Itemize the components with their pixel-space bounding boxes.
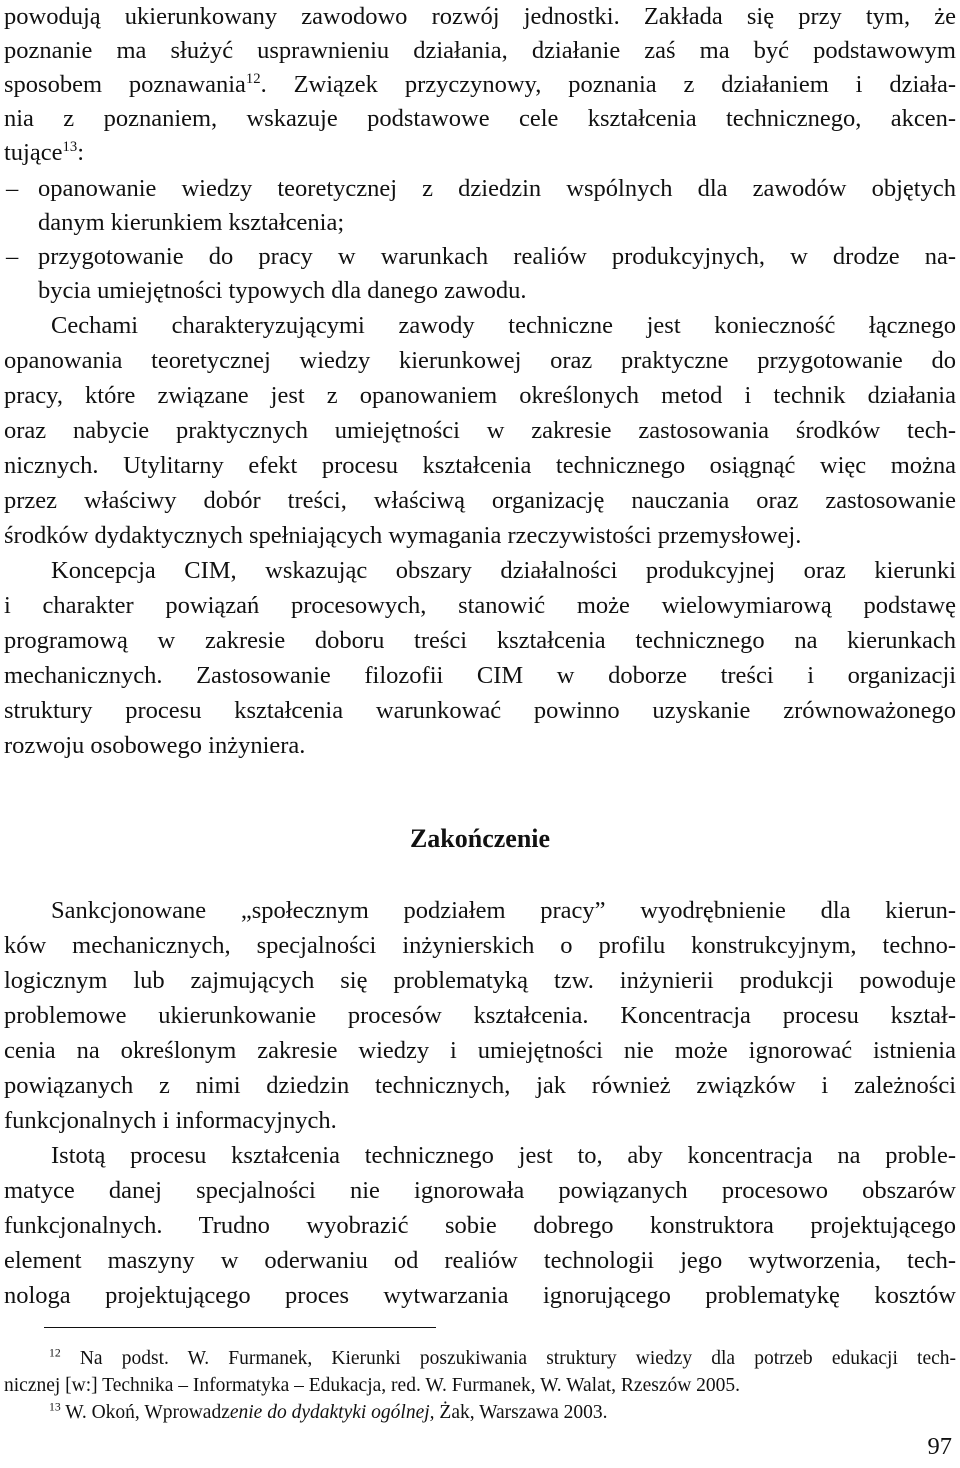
body-line: Cechami charakteryzującymi zawody techniczne jest konieczność łącznego <box>51 312 956 339</box>
line-text: . Związek przyczynowy, poznania z działaniem i działa- <box>260 71 957 98</box>
list-item-line: opanowanie wiedzy teoretycznej z dziedzin wspólnych dla zawodów objętych <box>38 175 956 202</box>
body-line: powodują ukierunkowany zawodowo rozwój jednostki. Zakłada się przy tym, że <box>4 3 956 30</box>
body-line: funkcjonalnych. Trudno wyobrazić sobie dobrego konstruktora projektującego <box>4 1212 956 1239</box>
body-line: nologa projektującego proces wytwarzania ignorującego problematykę kosztów <box>4 1282 956 1309</box>
footnote-12-line <box>4 1346 956 1372</box>
body-line: oraz nabycie praktycznych umiejętności w zakresie zastosowania środków tech- <box>4 417 956 444</box>
body-line: Koncepcja CIM, wskazując obszary działalności produkcyjnej oraz kierunki <box>51 557 956 584</box>
footnote-separator <box>44 1327 436 1328</box>
line-text: tujące <box>4 139 63 166</box>
footnote-13-line <box>4 1400 956 1426</box>
footnote-text: Na podst. W. Furmanek, Kierunki poszukiwania struktury wiedzy dla potrzeb edukacji tech- <box>79 1348 956 1369</box>
footnote-text: W. Okoń, Wprowadz <box>65 1402 230 1423</box>
body-line: element maszyny w oderwaniu od realiów technologii jego wytworzenia, tech- <box>4 1247 956 1274</box>
page-number: 97 <box>927 1433 952 1460</box>
list-item-line: bycia umiejętności typowych dla danego zawodu. <box>38 277 527 304</box>
body-line: problemowe ukierunkowanie procesów kształcenia. Koncentracja procesu kształ- <box>4 1002 956 1029</box>
body-line: poznanie ma służyć usprawnieniu działania, działanie zaś ma być podstawowym <box>4 37 956 64</box>
footnote-12-line: nicznej [w:] Technika – Informatyka – Edukacja, red. W. Furmanek, W. Walat, Rzeszów 2005. <box>4 1375 741 1396</box>
list-item-line: danym kierunkiem kształcenia; <box>38 209 345 236</box>
body-line: cenia na określonym zakresie wiedzy i umiejętności nie może ignorować istnienia <box>4 1037 956 1064</box>
list-item-line: przygotowanie do pracy w warunkach realiów produkcyjnych, w drodze na- <box>38 243 956 270</box>
body-line: funkcjonalnych i informacyjnych. <box>4 1107 337 1134</box>
list-dash: – <box>6 175 19 202</box>
body-line: programową w zakresie doboru treści kształcenia technicznego na kierunkach <box>4 627 956 654</box>
body-line: nicznych. Utylitarny efekt procesu kształcenia technicznego osiągnąć więc można <box>4 452 956 479</box>
body-line: powiązanych z nimi dziedzin technicznych, jak również związków i zależności <box>4 1072 956 1099</box>
footnote-text: Żak, Warszawa 2003. <box>434 1402 608 1423</box>
footnote-italic-title: enie do dydaktyki ogólnej, <box>229 1402 435 1423</box>
body-line: nia z poznaniem, wskazuje podstawowe cele kształcenia technicznego, akcen- <box>4 105 956 132</box>
body-line: mechanicznych. Zastosowanie filozofii CIM w doborze treści i organizacji <box>4 662 956 689</box>
body-line: matyce danej specjalności nie ignorowała powiązanych procesowo obszarów <box>4 1177 956 1204</box>
body-line: struktury procesu kształcenia warunkować powinno uzyskanie zrównoważonego <box>4 697 956 724</box>
footnote-ref-12: 12 <box>245 70 261 87</box>
line-text: : <box>77 139 84 166</box>
body-line: rozwoju osobowego inżyniera. <box>4 732 306 759</box>
body-line: i charakter powiązań procesowych, stanowić może wielowymiarową podstawę <box>4 592 956 619</box>
body-line: Istotą procesu kształcenia technicznego jest to, aby koncentracja na proble- <box>51 1142 956 1169</box>
footnote-mark-13: 13 <box>49 1400 61 1414</box>
body-line: przez właściwy dobór treści, właściwą organizację nauczania oraz zastosowanie <box>4 487 956 514</box>
footnote-mark-12: 12 <box>49 1346 61 1360</box>
body-line: opanowania teoretycznej wiedzy kierunkowej oraz praktyczne przygotowanie do <box>4 347 956 374</box>
line-text: sposobem poznawania <box>4 71 246 98</box>
list-dash: – <box>6 243 19 270</box>
section-heading: Zakończenie <box>409 824 551 853</box>
footnote-ref-13: 13 <box>62 138 78 155</box>
body-line: ków mechanicznych, specjalności inżynierskich o profilu konstrukcyjnym, techno- <box>4 932 956 959</box>
body-line: Sankcjonowane „społecznym podziałem pracy” wyodrębnienie dla kierun- <box>51 897 956 924</box>
body-line: środków dydaktycznych spełniających wymagania rzeczywistości przemysłowej. <box>4 522 802 549</box>
body-line: logicznym lub zajmujących się problematyką tzw. inżynierii produkcji powoduje <box>4 967 956 994</box>
body-line <box>4 68 956 102</box>
body-line <box>4 136 956 170</box>
body-line: pracy, które związane jest z opanowaniem określonych metod i technik działania <box>4 382 956 409</box>
